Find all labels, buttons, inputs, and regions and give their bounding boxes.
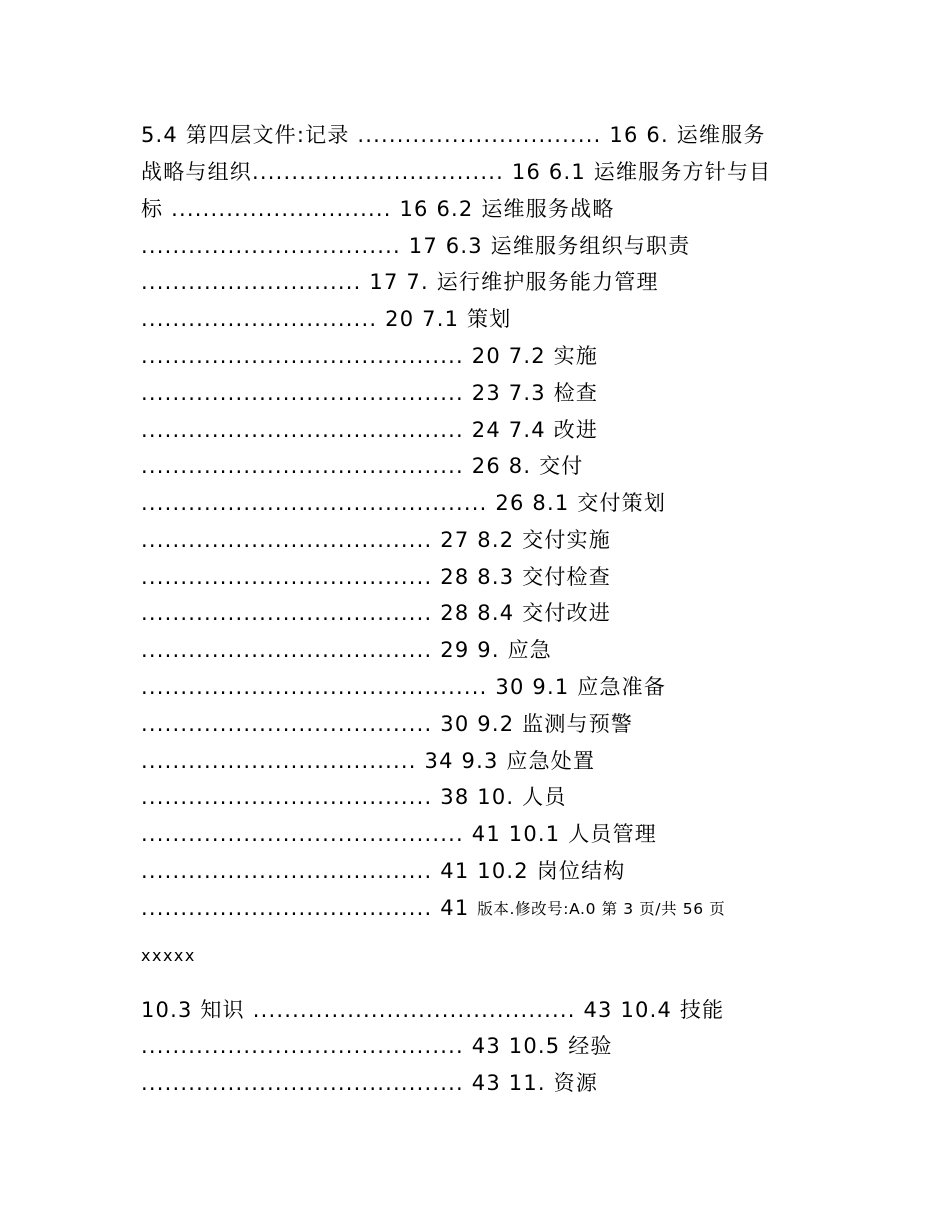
toc-line: .............................. 20 7.1 策划 bbox=[141, 307, 512, 331]
toc-line: ..................................... 28 8.3 交付检查 bbox=[141, 565, 611, 589]
toc-line: ..................................... 30 9.2 监测与预警 bbox=[141, 712, 634, 736]
toc-line: ......................................... 43 10.5 经验 bbox=[141, 1034, 613, 1058]
page-footer: 版本.修改号:A.0 第 3 页/共 56 页 bbox=[477, 900, 726, 918]
toc-line: ..................................... 38 10. 人员 bbox=[141, 785, 567, 809]
toc-line: ......................................... 20 7.2 实施 bbox=[141, 344, 599, 368]
toc-line: ............................ 17 7. 运行维护服务能力管理 bbox=[141, 270, 659, 294]
toc-line: ..................................... 28 8.4 交付改进 bbox=[141, 601, 611, 625]
toc-line: ..................................... 27 8.2 交付实施 bbox=[141, 528, 611, 552]
toc-line: ................................. 17 6.3 运维服务组织与职责 bbox=[141, 234, 691, 258]
toc-line: ......................................... 41 10.1 人员管理 bbox=[141, 822, 657, 846]
toc-line: ..................................... 41 10.2 岗位结构 bbox=[141, 859, 626, 883]
toc-line: ............................................ 26 8.1 交付策划 bbox=[141, 491, 667, 515]
toc-line: ................................... 34 9.3 应急处置 bbox=[141, 749, 596, 773]
toc-line: 战略与组织................................ 16 6.1 运维服务方针与目 bbox=[141, 160, 772, 184]
page-header-mark: xxxxx bbox=[141, 946, 196, 965]
toc-line-with-footer bbox=[141, 894, 725, 924]
toc-line: ..................................... 29 9. 应急 bbox=[141, 638, 552, 662]
toc-line: ......................................... 26 8. 交付 bbox=[141, 454, 584, 478]
toc-line: ......................................... 24 7.4 改进 bbox=[141, 418, 599, 442]
toc-line: 5.4 第四层文件:记录 ............................... 16 6. 运维服务 bbox=[141, 123, 766, 147]
toc-line: ............................................ 30 9.1 应急准备 bbox=[141, 675, 667, 699]
toc-line: 标 ............................ 16 6.2 运维服务战略 bbox=[141, 197, 615, 221]
toc-line: ......................................... 23 7.3 检查 bbox=[141, 381, 599, 405]
toc-line: ..................................... 41 bbox=[141, 896, 470, 920]
toc-line: ......................................... 43 11. 资源 bbox=[141, 1071, 599, 1095]
toc-line: 10.3 知识 ......................................... 43 10.4 技能 bbox=[141, 998, 725, 1022]
